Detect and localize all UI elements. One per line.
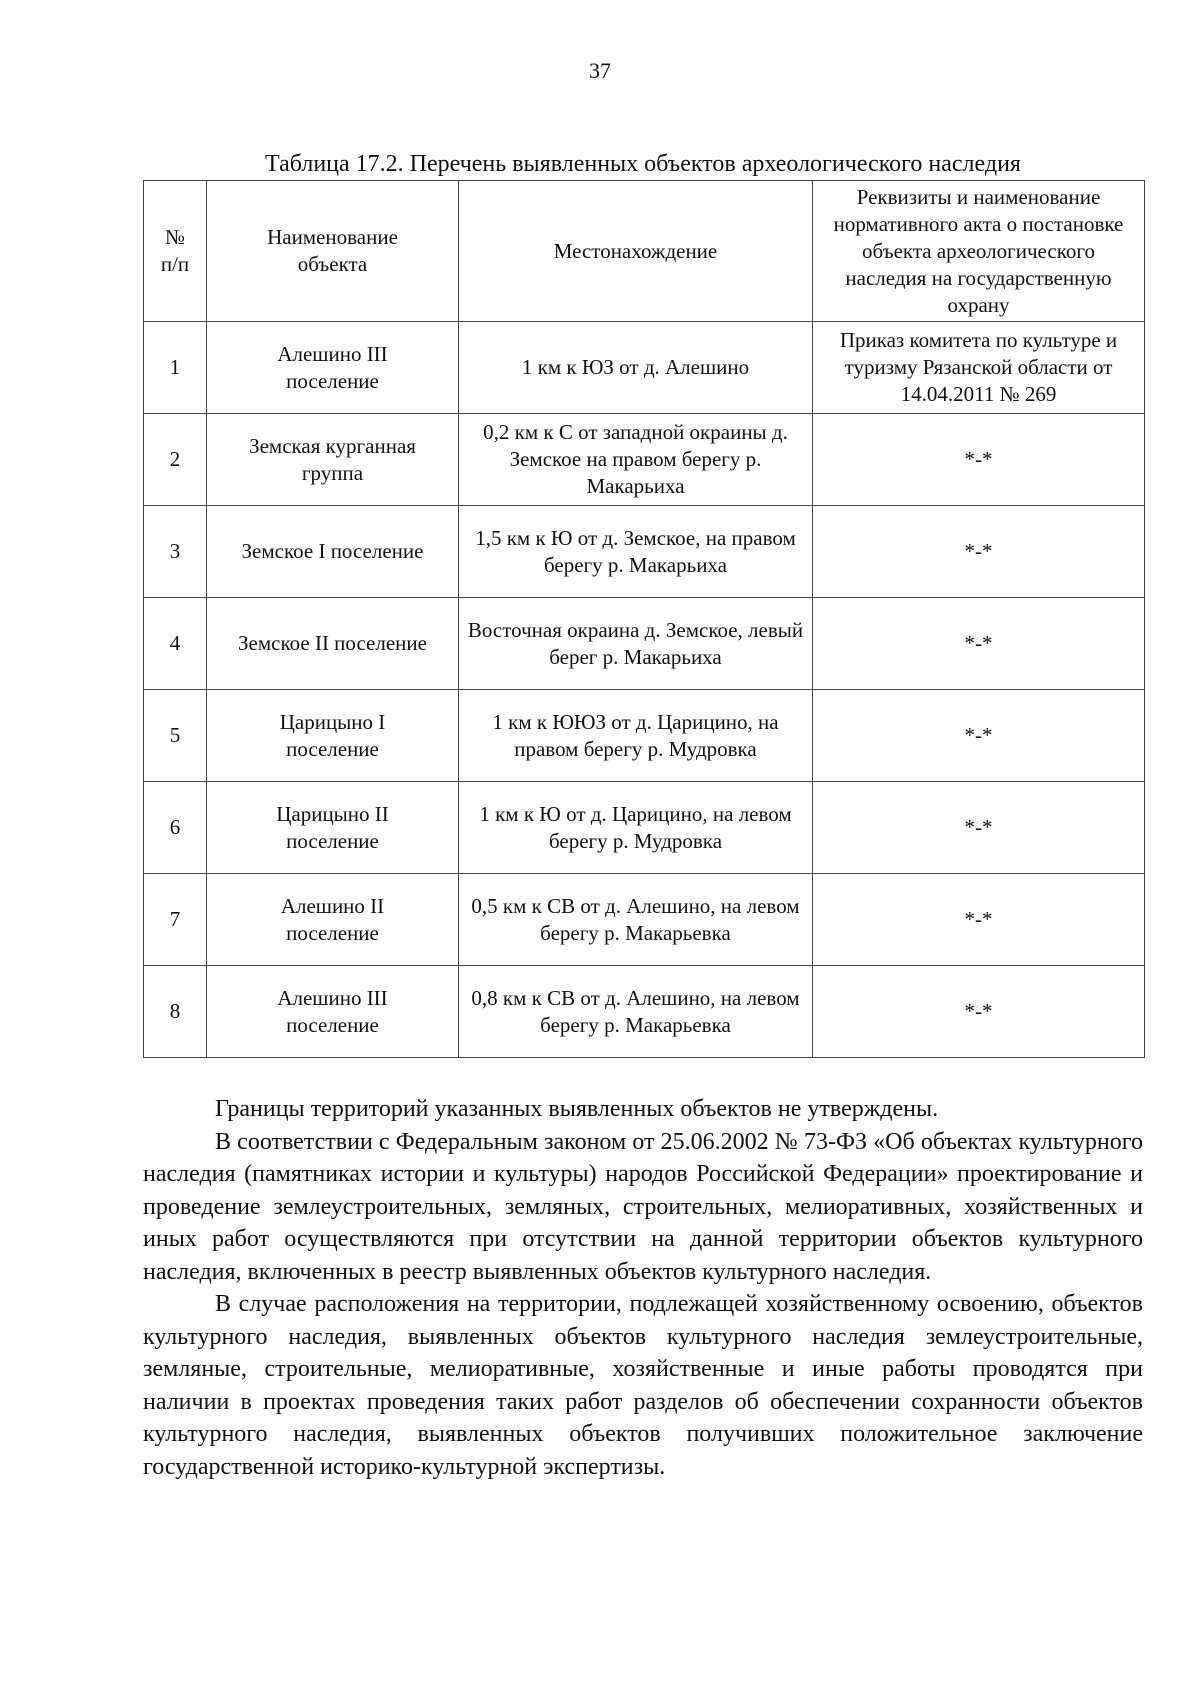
cell-name: Царицыно I поселение — [207, 690, 459, 782]
cell-name: Земское II поселение — [207, 598, 459, 690]
cell-act: *-* — [813, 966, 1145, 1058]
cell-act: Приказ комитета по культуре и туризму Рязанской области от 14.04.2011 № 269 — [813, 322, 1145, 414]
cell-location: Восточная окраина д. Земское, левый берег р. Макарьиха — [459, 598, 813, 690]
table-row — [144, 782, 1145, 874]
cell-location: 0,5 км к СВ от д. Алешино, на левом берегу р. Макарьевка — [459, 874, 813, 966]
cell-name: Земская курганная группа — [207, 414, 459, 506]
table-row — [144, 690, 1145, 782]
table-row — [144, 414, 1145, 506]
cell-num: 3 — [144, 506, 207, 598]
paragraph: В случае расположения на территории, подлежащей хозяйственному освоению, объектов культурного наследия, выявленных объектов культурного наследия землеустроительные, земляные, строительные, мелиоративные, хозяйственные и иные работы проводятся при наличии в проектах проведения таких работ разделов об обеспечении сохранности объектов культурного наследия, выявленных объектов получивших положительное заключение государственной историко-культурной экспертизы. — [143, 1291, 1143, 1480]
table-row — [144, 966, 1145, 1058]
header-name: Наименование объекта — [207, 181, 459, 322]
cell-num: 7 — [144, 874, 207, 966]
cell-name: Царицыно II поселение — [207, 782, 459, 874]
table-row — [144, 322, 1145, 414]
heritage-objects-table — [143, 180, 1145, 1058]
cell-act: *-* — [813, 414, 1145, 506]
cell-act: *-* — [813, 782, 1145, 874]
cell-num: 2 — [144, 414, 207, 506]
table-row — [144, 874, 1145, 966]
cell-name: Алешино III поселение — [207, 966, 459, 1058]
cell-act: *-* — [813, 874, 1145, 966]
cell-location: 1,5 км к Ю от д. Земское, на правом берегу р. Макарьиха — [459, 506, 813, 598]
cell-num: 8 — [144, 966, 207, 1058]
cell-location: 1 км к Ю от д. Царицино, на левом берегу р. Мудровка — [459, 782, 813, 874]
page-number: 37 — [589, 58, 611, 83]
cell-num: 4 — [144, 598, 207, 690]
cell-act: *-* — [813, 506, 1145, 598]
cell-location: 1 км к ЮЮЗ от д. Царицино, на правом берегу р. Мудровка — [459, 690, 813, 782]
cell-num: 6 — [144, 782, 207, 874]
table-row — [144, 506, 1145, 598]
header-row — [144, 181, 1145, 322]
table-row — [144, 598, 1145, 690]
paragraph: Границы территорий указанных выявленных объектов не утверждены. — [215, 1096, 939, 1122]
header-act: Реквизиты и наименование нормативного акта о постановке объекта археологического наследия на государственную охрану — [813, 181, 1145, 322]
cell-location: 0,8 км к СВ от д. Алешино, на левом берегу р. Макарьевка — [459, 966, 813, 1058]
header-location: Местонахождение — [459, 181, 813, 322]
table-header — [144, 181, 1145, 322]
cell-act: *-* — [813, 690, 1145, 782]
cell-location: 1 км к ЮЗ от д. Алешино — [459, 322, 813, 414]
paragraph: В соответствии с Федеральным законом от 25.06.2002 № 73-ФЗ «Об объектах культурного наследия (памятниках истории и культуры) народов Российской Федерации» проектирование и проведение землеустроительных, земляных, строительных, мелиоративных, хозяйственных и иных работ осуществляются при отсутствии на данной территории объектов культурного наследия, включенных в реестр выявленных объектов культурного наследия. — [143, 1128, 1143, 1285]
header-num: № п/п — [144, 181, 207, 322]
cell-location: 0,2 км к С от западной окраины д. Земское на правом берегу р. Макарьиха — [459, 414, 813, 506]
cell-name: Земское I поселение — [207, 506, 459, 598]
body-text — [143, 1093, 1143, 1483]
cell-name: Алешино III поселение — [207, 322, 459, 414]
table-body — [144, 322, 1145, 1058]
cell-num: 5 — [144, 690, 207, 782]
cell-act: *-* — [813, 598, 1145, 690]
cell-num: 1 — [144, 322, 207, 414]
table-caption: Таблица 17.2. Перечень выявленных объектов археологического наследия — [265, 151, 1021, 177]
cell-name: Алешино II поселение — [207, 874, 459, 966]
